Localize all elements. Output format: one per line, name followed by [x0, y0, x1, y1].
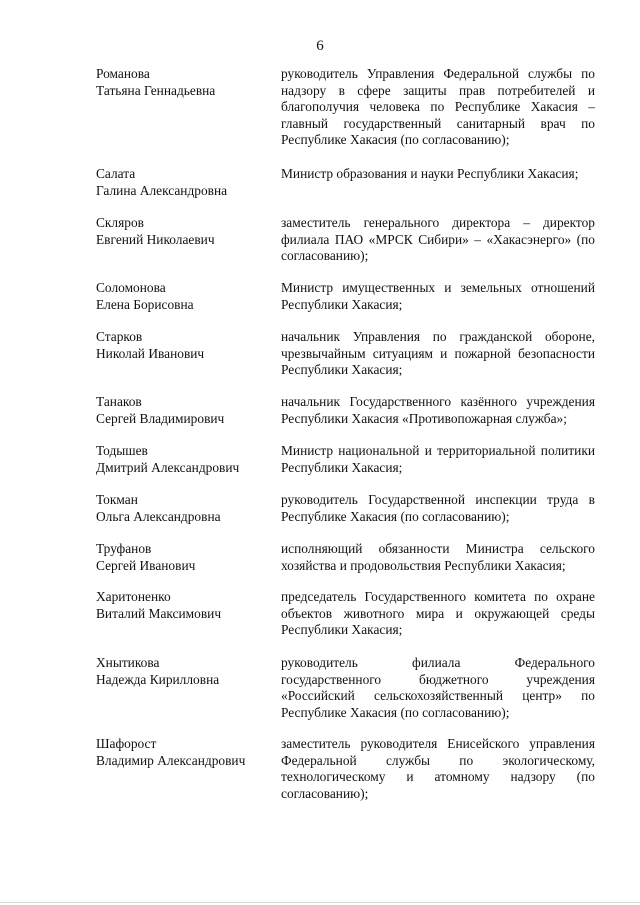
member-position: начальник Государственного казённого учреждения Республики Хакасия «Противопожарная служба»;	[281, 394, 595, 426]
member-given-names: Сергей Владимирович	[96, 410, 225, 426]
member-name	[96, 280, 272, 313]
member-position: руководитель Управления Федеральной службы по надзору в сфере защиты прав потребителей и благополучия человека по Республике Хакасия – главный государственный санитарный врач по Республике Хакасия (по согласованию);	[281, 66, 595, 148]
member-given-names: Виталий Максимович	[96, 605, 222, 621]
member-name	[96, 443, 272, 476]
member-name	[96, 541, 272, 574]
member-name	[96, 66, 272, 99]
member-surname: Скляров	[96, 215, 144, 230]
member-name	[96, 166, 272, 199]
member-position: Министр национальной и территориальной политики Республики Хакасия;	[281, 443, 595, 475]
member-name	[96, 215, 272, 248]
member-given-names: Сергей Иванович	[96, 557, 196, 573]
member-surname: Танаков	[96, 394, 142, 409]
member-given-names: Николай Иванович	[96, 345, 205, 361]
member-name	[96, 492, 272, 525]
member-given-names: Владимир Александрович	[96, 752, 246, 768]
member-given-names: Ольга Александровна	[96, 508, 221, 524]
member-surname: Тодышев	[96, 443, 148, 458]
member-surname: Труфанов	[96, 541, 152, 556]
member-surname: Старков	[96, 329, 143, 344]
member-name	[96, 394, 272, 427]
member-given-names: Надежда Кирилловна	[96, 671, 220, 687]
member-given-names: Елена Борисовна	[96, 296, 194, 312]
member-name	[96, 736, 272, 769]
member-surname: Токман	[96, 492, 138, 507]
member-position: руководитель филиала Федерального государственного бюджетного учреждения «Российский сельскохозяйственный центр» по Республике Хакасия (по согласованию);	[281, 655, 595, 720]
member-position: Министр имущественных и земельных отношений Республики Хакасия;	[281, 280, 595, 312]
member-given-names: Дмитрий Александрович	[96, 459, 240, 475]
member-position: заместитель генерального директора – директор филиала ПАО «МРСК Сибири» – «Хакасэнерго» (по согласованию);	[281, 215, 595, 264]
member-position: исполняющий обязанности Министра сельского хозяйства и продовольствия Республики Хакасия;	[281, 541, 595, 573]
member-surname: Салата	[96, 166, 136, 181]
member-name	[96, 589, 272, 622]
member-position: начальник Управления по гражданской обороне, чрезвычайным ситуациям и пожарной безопасности Республики Хакасия;	[281, 329, 595, 378]
page-number: 6	[316, 38, 324, 54]
member-position: руководитель Государственной инспекции труда в Республике Хакасия (по согласованию);	[281, 492, 595, 524]
member-surname: Харитоненко	[96, 589, 171, 604]
member-surname: Хнытикова	[96, 655, 160, 670]
member-position: Министр образования и науки Республики Хакасия;	[281, 166, 579, 181]
member-given-names: Татьяна Геннадьевна	[96, 82, 216, 98]
member-given-names: Евгений Николаевич	[96, 231, 215, 247]
member-surname: Романова	[96, 66, 150, 81]
page-bottom-edge	[0, 902, 640, 903]
member-name	[96, 329, 272, 362]
member-name	[96, 655, 272, 688]
member-surname: Шафорост	[96, 736, 157, 751]
member-surname: Соломонова	[96, 280, 166, 295]
member-given-names: Галина Александровна	[96, 182, 228, 198]
member-position: председатель Государственного комитета по охране объектов животного мира и окружающей среды Республики Хакасия;	[281, 589, 595, 638]
member-position: заместитель руководителя Енисейского управления Федеральной службы по экологическому, технологическому и атомному надзору (по согласованию);	[281, 736, 595, 801]
